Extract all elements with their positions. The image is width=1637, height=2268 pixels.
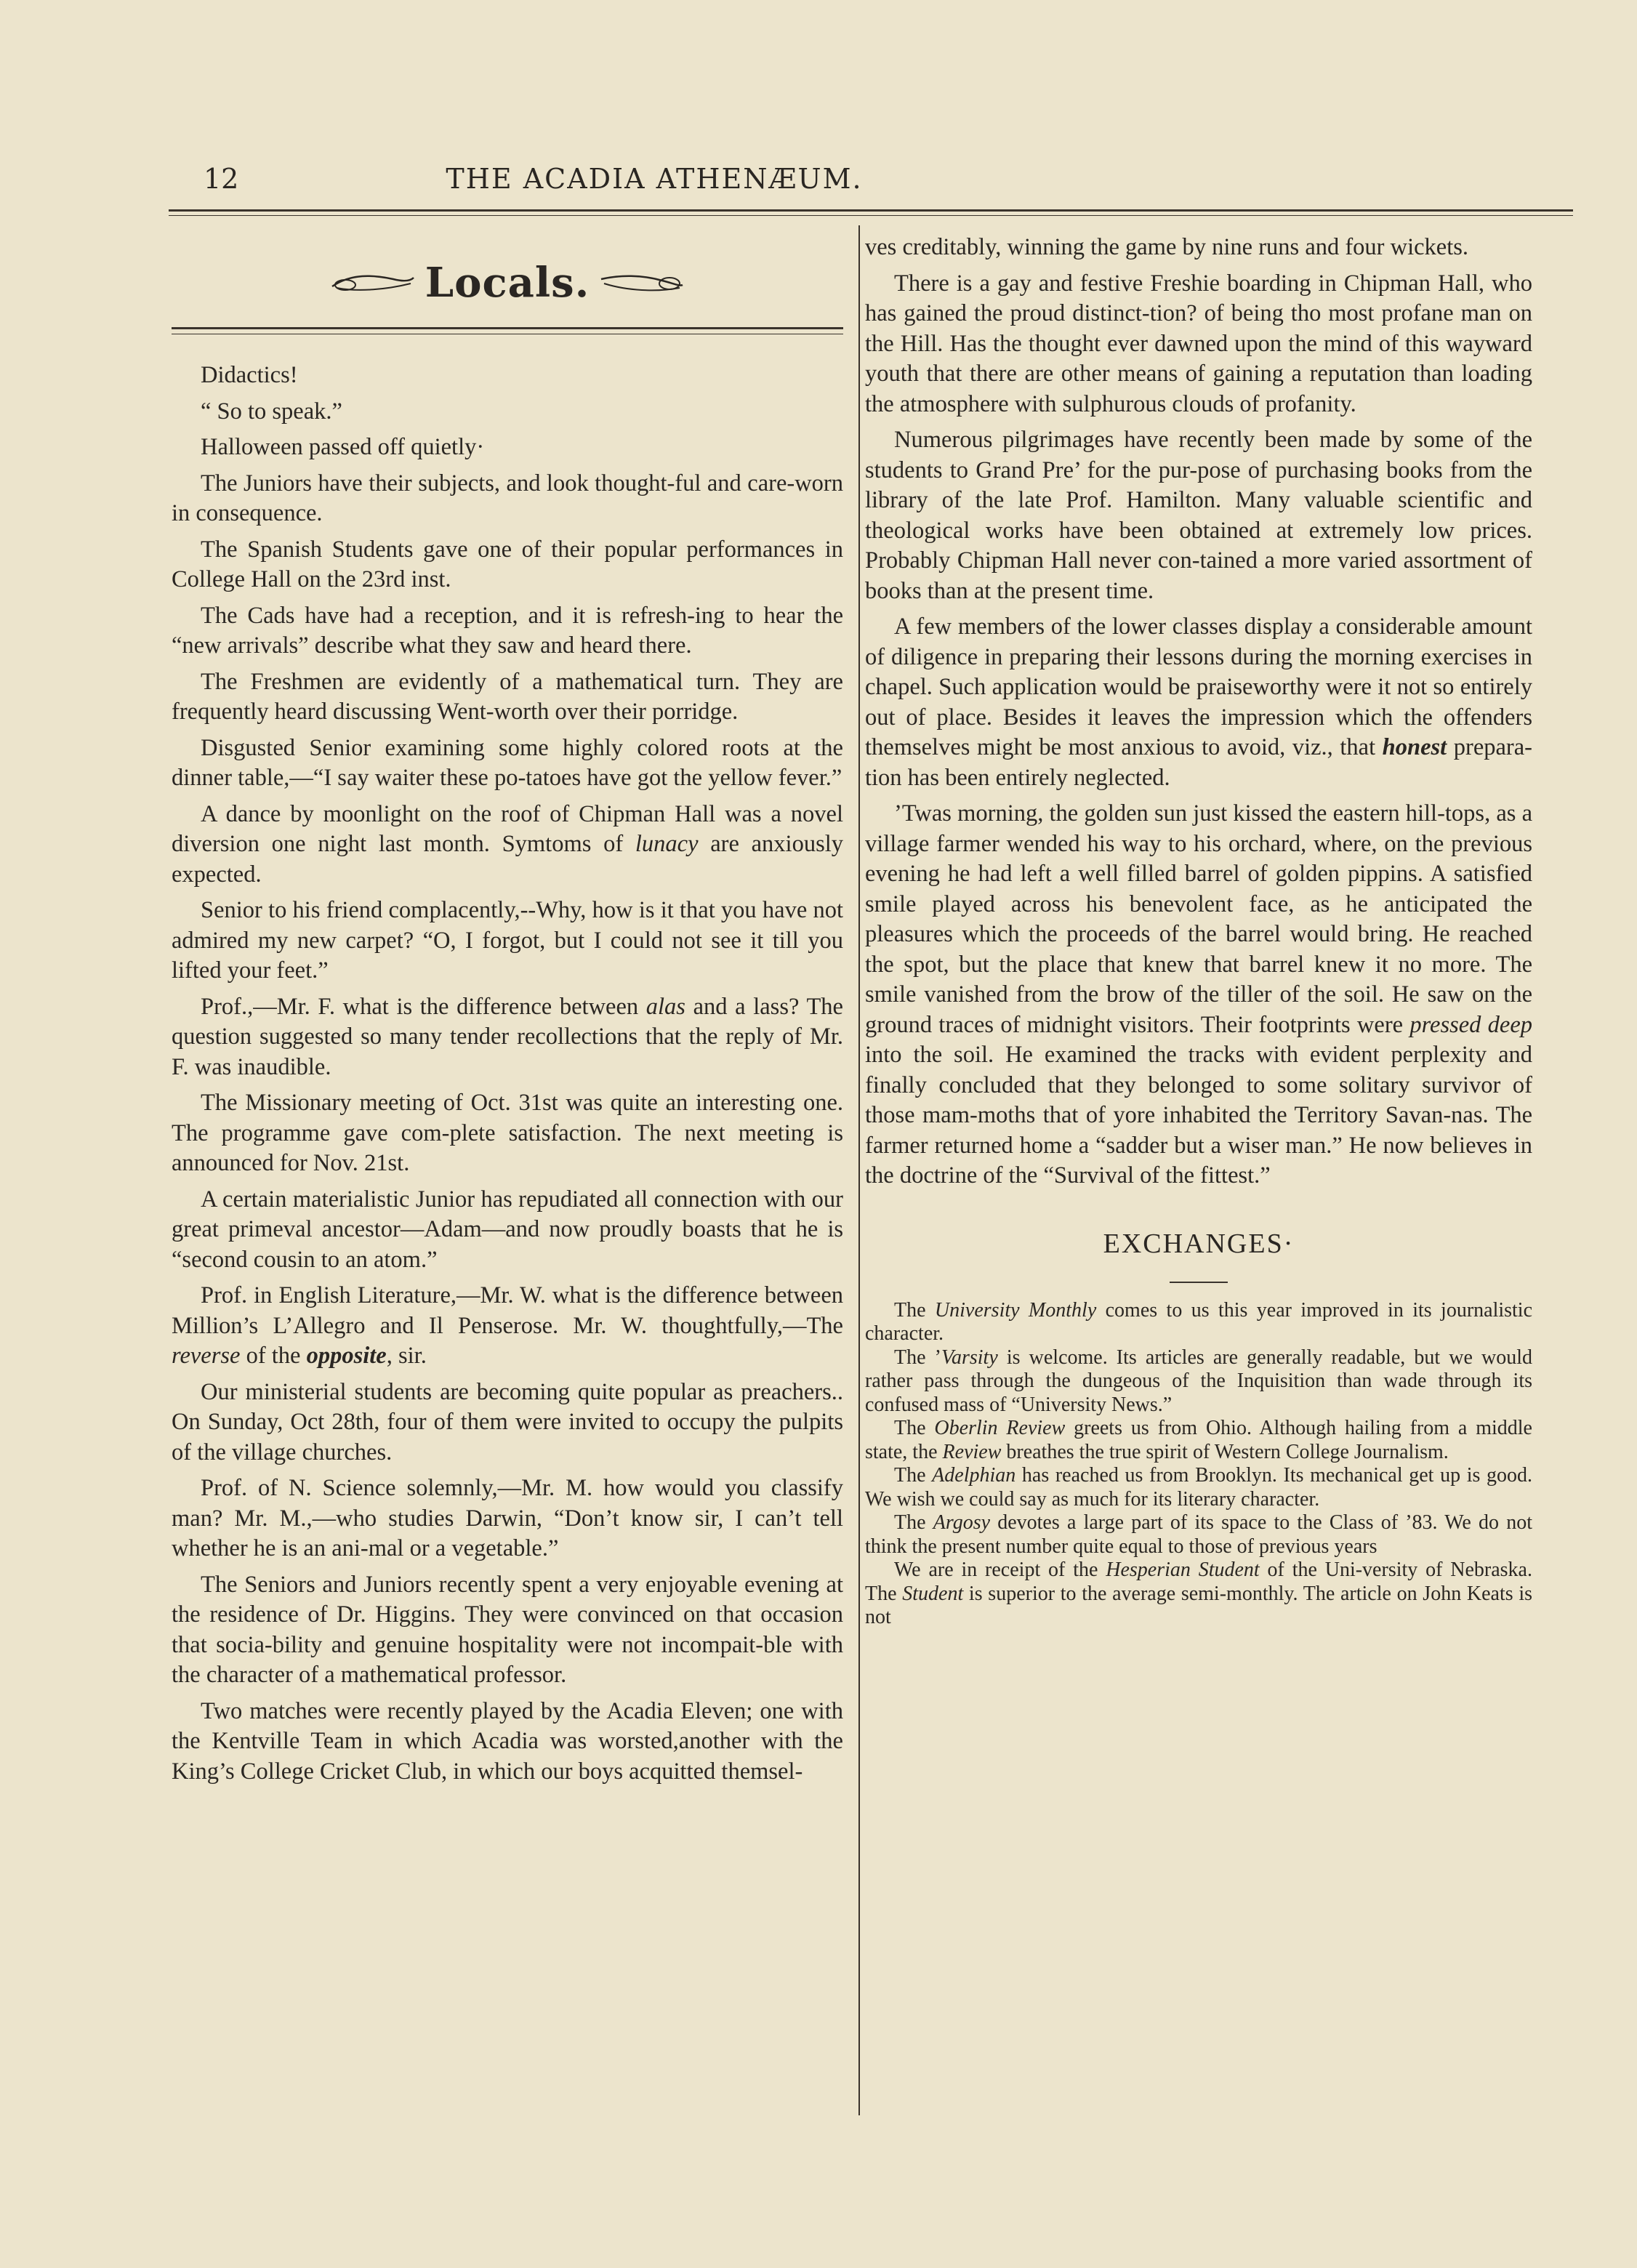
paragraph: Disgusted Senior examining some highly colored roots at the dinner table,—“I say waiter these po-tatoes have got the yellow fever.” xyxy=(172,734,843,791)
paragraph: Our ministerial students are becoming quite popular as preachers.. On Sunday, Oct 28th, four of them were invited to occupy the pulpits of the village churches. xyxy=(172,1378,843,1465)
paragraph: The Cads have had a reception, and it is refresh-ing to hear the “new arrivals” describe what they saw and heard there. xyxy=(172,602,843,659)
exchanges-title: EXCHANGES· xyxy=(1103,1228,1295,1259)
paragraph: “ So to speak.” xyxy=(201,398,342,425)
exchange-item: The Oberlin Review greets us from Ohio. Although hailing from a middle state, the Review breathes the true spirit of Western College Journalism. xyxy=(865,1417,1532,1463)
flourish-right-icon xyxy=(598,270,685,295)
paragraph: Two matches were recently played by the Acadia Eleven; one with the Kentville Team in which Acadia was worsted,another with the King’s College Cricket Club, in which our boys acquitted themsel- xyxy=(172,1697,843,1785)
column-divider xyxy=(858,225,860,2115)
right-column xyxy=(865,233,1532,1630)
exchange-item: The Argosy devotes a large part of its space to the Class of ’83. We do not think the present number quite equal to those of previous years xyxy=(865,1511,1533,1558)
paragraph: The Missionary meeting of Oct. 31st was quite an interesting one. The programme gave com-plete satisfaction. The next meeting is announced for Nov. 21st. xyxy=(172,1090,843,1176)
header-rule xyxy=(169,209,1573,212)
paragraph-chapel: A few members of the lower classes display a considerable amount of diligence in preparing their lessons during the morning exercises in chapel. Such application would be praiseworthy were it not so entirely out of place. Besides it leaves the impression which the offenders themselves might be most anxious to avoid, viz., that honest prepara-tion has been entirely neglected. xyxy=(865,614,1533,791)
paragraph: There is a gay and festive Freshie boarding in Chipman Hall, who has gained the proud distinct-tion? of being tho most profane man on the Hill. Has the thought ever dawned upon the mind of this wayward youth that there are other means of gaining a reputation than loading the atmosphere with sulphurous clouds of profanity. xyxy=(865,270,1532,417)
paragraph-alas: Prof.,—Mr. F. what is the difference between alas and a lass? The question suggested so many tender recollections that the reply of Mr. F. was inaudible. xyxy=(172,993,843,1080)
paragraph: The Freshmen are evidently of a mathematical turn. They are frequently heard discussing Went-worth over their porridge. xyxy=(172,668,843,725)
paragraph: Prof. of N. Science solemnly,—Mr. M. how would you classify man? Mr. M.,—who studies Darwin, “Don’t know sir, I can’t tell whether he is an ani-mal or a vegetable.” xyxy=(172,1475,843,1561)
paragraph: Senior to his friend complacently,--Why, how is it that you have not admired my new carpet? “O, I forgot, but I could not see it till you lifted your feet.” xyxy=(172,897,843,984)
header-rule-thin xyxy=(169,215,1573,216)
paragraph-dance: A dance by moonlight on the roof of Chipman Hall was a novel diversion one night last month. Symtoms of lunacy are anxiously expected. xyxy=(172,800,843,888)
flourish-left-icon xyxy=(329,270,417,295)
paragraph-farmer: ’Twas morning, the golden sun just kissed the eastern hill-tops, as a village farmer wended his way to his orchard, where, on the previous evening he had left a well filled barrel of golden pippins. A satisfied smile played across his benevolent face, as he anticipated the pleasures which the proceeds of the barrel would bring. He reached the spot, but the place that knew that barrel knew it no more. The smile vanished from the brow of the tiller of the soil. He saw on the ground traces of midnight visitors. Their footprints were pressed deep into the soil. He examined the tracks with evident perplexity and finally concluded that they belonged to some solitary survivor of those mam-moths that of yore inhabited the Territory Savan-nas. The farmer returned home a “sadder but a wiser man.” He now believes in the doctrine of the “Survival of the fittest.” xyxy=(865,800,1532,1189)
exchange-item: We are in receipt of the Hesperian Student of the Uni-versity of Nebraska. The Student is superior to the average semi-monthly. The article on John Keats is not xyxy=(865,1559,1532,1628)
paragraph: The Juniors have their subjects, and look thought-ful and care-worn in consequence. xyxy=(172,470,843,526)
exchange-item: The University Monthly comes to us this year improved in its journalistic character. xyxy=(865,1298,1533,1345)
paragraph: A certain materialistic Junior has repudiated all connection with our great primeval ancestor—Adam—and now proudly boasts that he is “second cousin to an atom.” xyxy=(172,1186,843,1273)
exchange-item: The Adelphian has reached us from Brooklyn. Its mechanical get up is good. We wish we could say as much for its literary character. xyxy=(865,1464,1533,1511)
running-title: THE ACADIA ATHENÆUM. xyxy=(446,163,863,195)
paragraph: ves creditably, winning the game by nine runs and four wickets. xyxy=(865,234,1469,260)
paragraph-english: Prof. in English Literature,—Mr. W. what is the difference between Million’s L’Allegro and Il Penserose. Mr. W. thoughtfully,—The reverse of the opposite, sir. xyxy=(172,1282,843,1369)
paragraph: The Seniors and Juniors recently spent a very enjoyable evening at the residence of Dr. Higgins. They were convinced on that occasion that socia-bility and genuine hospitality were not incompait-ble with the character of a mathematical professor. xyxy=(172,1571,843,1688)
paragraph: Numerous pilgrimages have recently been made by some of the students to Grand Pre’ for the pur-pose of purchasing books from the library of the late Prof. Hamilton. Many valuable scientific and theological works have been obtained at extremely low prices. Probably Chipman Hall never con-tained a more varied assortment of books than at the present time. xyxy=(865,427,1532,604)
locals-title: Locals. xyxy=(425,259,590,307)
exchange-item: The ’Varsity is welcome. Its articles are generally readable, but we would rather pass through the dungeous of the Inquisition than wade through its confused mass of “University News.” xyxy=(865,1346,1532,1416)
locals-heading xyxy=(172,243,843,323)
paragraph: The Spanish Students gave one of their popular performances in College Hall on the 23rd inst. xyxy=(172,536,843,592)
paragraph: Didactics! xyxy=(201,362,298,388)
page-number: 12 xyxy=(204,163,239,195)
locals-rule xyxy=(172,327,843,329)
paragraph: Halloween passed off quietly· xyxy=(201,434,485,460)
left-column xyxy=(172,233,843,1793)
exchanges-rule xyxy=(1170,1282,1228,1283)
page-header xyxy=(204,158,1105,202)
